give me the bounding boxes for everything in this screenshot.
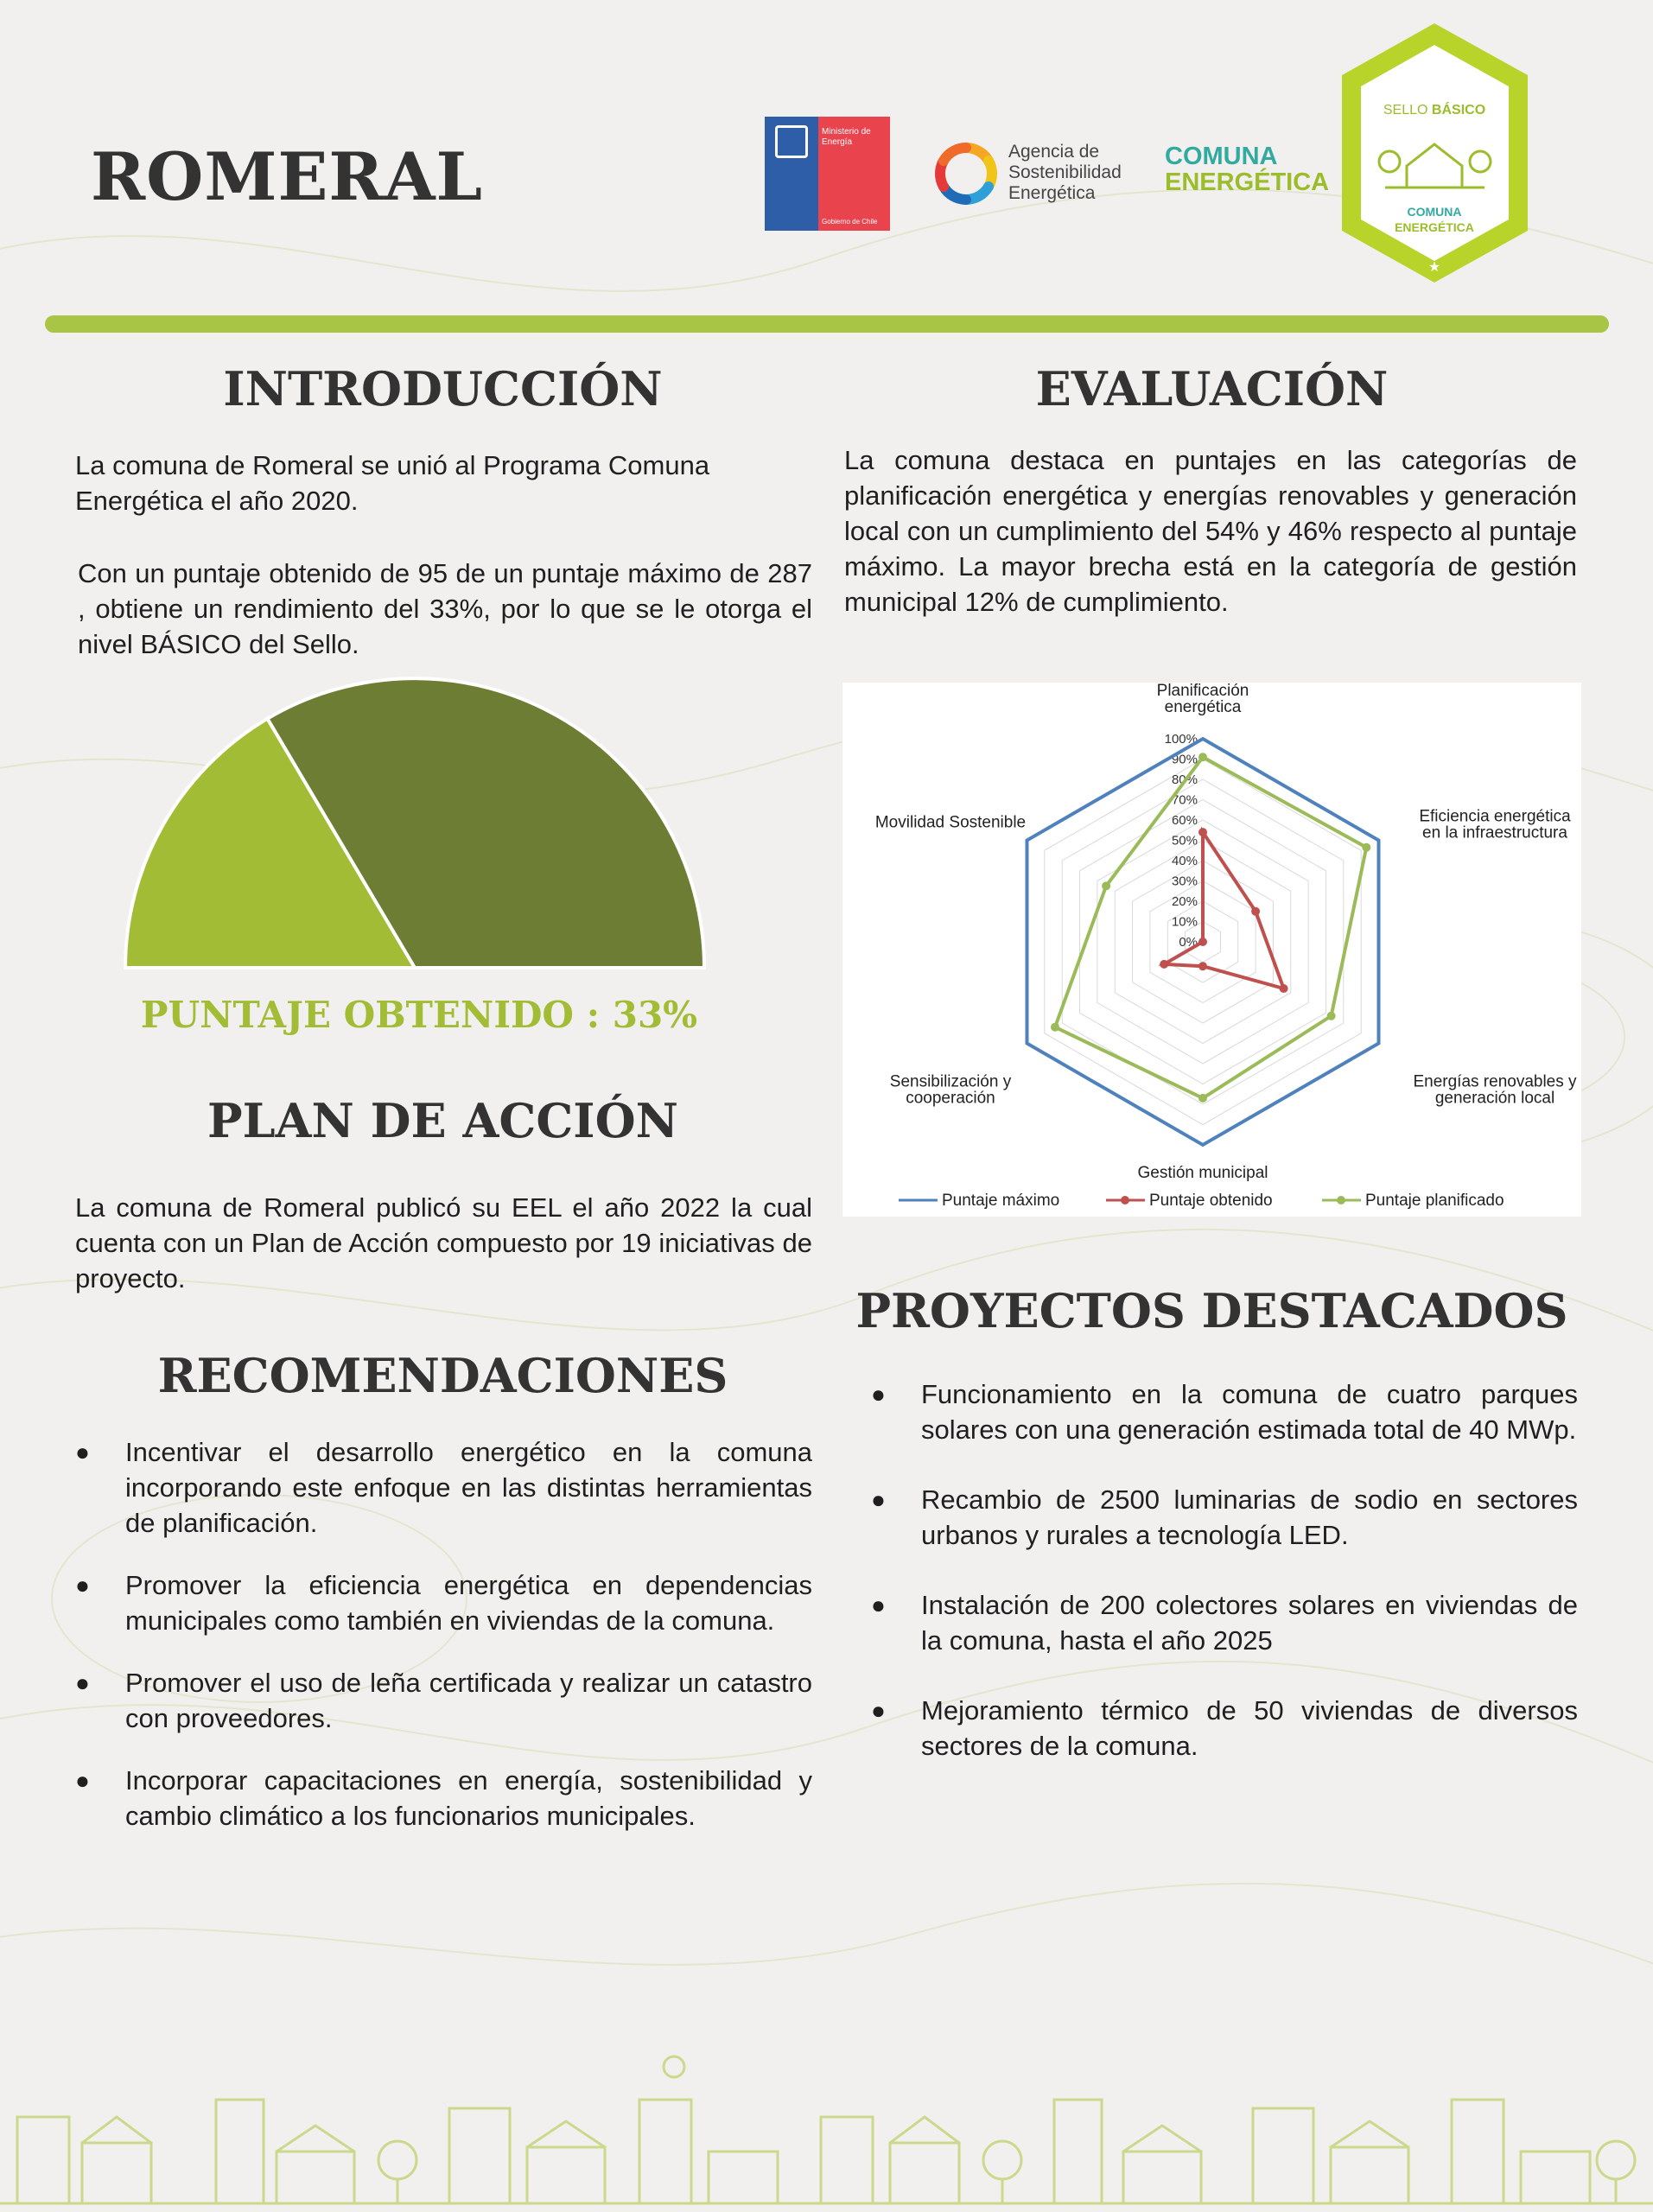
proyectos-heading: PROYECTOS DESTACADOS xyxy=(855,1283,1568,1338)
bullet-icon: ● xyxy=(871,1697,886,1724)
svg-text:SELLO BÁSICO xyxy=(1383,101,1485,118)
agencia-sostenibilidad-logo xyxy=(929,137,1136,214)
agencia-line1: Agencia de xyxy=(1008,142,1100,162)
list-item xyxy=(871,1482,1578,1553)
list-item-text: Incentivar el desarrollo energético en la comuna incorporando este enfoque en las distintas herramientas de planificación. xyxy=(125,1437,812,1538)
radar-data-point xyxy=(1051,1023,1059,1032)
radar-tick-label: 70% xyxy=(1171,792,1198,808)
page-title: ROMERAL xyxy=(91,138,483,215)
radar-tick-label: 20% xyxy=(1171,894,1198,909)
legend-label: Puntaje obtenido xyxy=(1149,1192,1273,1210)
radar-category-label: Sensibilización y xyxy=(889,1072,1012,1091)
recomendaciones-list xyxy=(75,1434,812,1860)
bullet-icon: ● xyxy=(75,1572,90,1599)
list-item xyxy=(75,1763,812,1834)
list-item-text: Recambio de 2500 luminarias de sodio en sectores urbanos y rurales a tecnología LED. xyxy=(921,1484,1578,1550)
badge-line2: ENERGÉTICA xyxy=(1395,220,1474,234)
radar-data-point xyxy=(1102,881,1110,890)
bullet-icon: ● xyxy=(871,1592,886,1618)
radar-category-label: en la infraestructura xyxy=(1422,823,1567,842)
radar-tick-label: 40% xyxy=(1171,854,1198,868)
bullet-icon: ● xyxy=(871,1381,886,1408)
bullet-icon: ● xyxy=(75,1439,90,1465)
agencia-line2: Sostenibilidad xyxy=(1008,162,1122,182)
ministerio-line2: Energía xyxy=(822,137,853,147)
radar-data-point xyxy=(1280,984,1288,993)
radar-chart xyxy=(842,683,1581,1217)
radar-category-label: Eficiencia energética xyxy=(1419,807,1571,826)
gobierno-label: Gobierno de Chile xyxy=(822,218,878,226)
radar-data-point xyxy=(1198,938,1207,946)
radar-data-point xyxy=(1327,1012,1336,1020)
legend-label: Puntaje planificado xyxy=(1365,1192,1504,1210)
radar-chart-panel xyxy=(842,683,1581,1217)
header-divider xyxy=(45,315,1609,333)
ministerio-logo-text xyxy=(822,127,871,148)
sello-basico-badge xyxy=(1338,19,1532,287)
list-item-text: Mejoramiento térmico de 50 viviendas de diversos sectores de la comuna. xyxy=(921,1695,1578,1761)
proyectos-list xyxy=(871,1376,1578,1798)
radar-category-label: generación local xyxy=(1434,1089,1555,1108)
list-item xyxy=(871,1693,1578,1764)
list-item-text: Instalación de 200 colectores solares en viviendas de la comuna, hasta el año 2025 xyxy=(921,1590,1578,1656)
badge-top-text: SELLO xyxy=(1383,103,1428,118)
evaluacion-paragraph: La comuna destaca en puntajes en las categorías de planificación energética y energías renovables y generación local con un cumplimiento del 54% y 46% respecto al puntaje máximo. La mayor brecha está en la categoría de gestión municipal 12% de cumplimiento. xyxy=(844,445,1577,617)
radar-category-label: Energías renovables y xyxy=(1413,1072,1577,1091)
plan-paragraph: La comuna de Romeral publicó su EEL el año 2022 la cual cuenta con un Plan de Acción compuesto por 19 iniciativas de proyecto. xyxy=(75,1192,812,1294)
logo-blue-panel xyxy=(765,117,818,231)
comuna-logo-line2: ENERGÉTICA xyxy=(1165,168,1330,196)
legend-label: Puntaje máximo xyxy=(942,1192,1060,1210)
radar-category-label: energética xyxy=(1164,698,1242,716)
badge-line1: COMUNA xyxy=(1407,205,1462,219)
badge-star-icon: ★ xyxy=(1427,260,1441,275)
recomendaciones-heading: RECOMENDACIONES xyxy=(157,1348,728,1403)
list-item xyxy=(871,1587,1578,1658)
bullet-icon: ● xyxy=(871,1486,886,1513)
radar-category-label: cooperación xyxy=(906,1089,995,1108)
plan-heading: PLAN DE ACCIÓN xyxy=(207,1093,678,1148)
list-item xyxy=(75,1434,812,1541)
radar-category-label: Gestión municipal xyxy=(1137,1164,1268,1182)
intro-paragraph-2: Con un puntaje obtenido de 95 de un puntaje máximo de 287 , obtiene un rendimiento del 33%, por lo que se le otorga el nivel BÁSICO del Sello. xyxy=(78,558,812,659)
radar-data-point xyxy=(1198,962,1207,970)
score-label: PUNTAJE OBTENIDO : 33% xyxy=(140,994,698,1036)
list-item-text: Promover el uso de leña certificada y realizar un catastro con proveedores. xyxy=(125,1668,812,1733)
bullet-icon: ● xyxy=(75,1669,90,1696)
radar-tick-label: 60% xyxy=(1171,813,1198,828)
radar-data-point xyxy=(1198,753,1207,761)
radar-category-label: Movilidad Sostenible xyxy=(874,813,1027,832)
radar-data-point xyxy=(1160,960,1168,969)
radar-data-point xyxy=(1362,843,1370,852)
ministerio-line1: Ministerio de xyxy=(822,127,871,137)
list-item xyxy=(871,1376,1578,1447)
badge-level-text: BÁSICO xyxy=(1431,103,1486,118)
evaluacion-heading: EVALUACIÓN xyxy=(1035,361,1389,416)
score-gauge-chart xyxy=(121,665,726,976)
footer-cityscape-illustration xyxy=(0,2048,1653,2212)
radar-tick-label: 0% xyxy=(1179,935,1198,950)
agencia-line3: Energética xyxy=(1008,183,1096,203)
bullet-icon: ● xyxy=(75,1767,90,1794)
list-item-text: Promover la eficiencia energética en dependencias municipales como también en viviendas de la comuna. xyxy=(125,1570,812,1636)
legend-marker xyxy=(1337,1196,1345,1205)
radar-tick-label: 10% xyxy=(1171,914,1198,930)
radar-tick-label: 30% xyxy=(1171,874,1198,889)
comuna-logo-line1: COMUNA xyxy=(1165,143,1278,170)
shield-icon xyxy=(775,125,808,158)
intro-paragraph-1: La comuna de Romeral se unió al Programa Comuna Energética el año 2020. xyxy=(75,450,710,516)
list-item-text: Funcionamiento en la comuna de cuatro parques solares con una generación estimada total de 40 MWp. xyxy=(921,1379,1578,1445)
radar-data-point xyxy=(1198,1094,1207,1103)
legend-marker xyxy=(1121,1196,1129,1205)
radar-tick-label: 50% xyxy=(1171,833,1198,849)
radar-data-point xyxy=(1251,907,1260,916)
radar-data-point xyxy=(1198,828,1207,836)
list-item xyxy=(75,1665,812,1736)
intro-heading: INTRODUCCIÓN xyxy=(223,361,663,416)
radar-category-label: Planificación xyxy=(1156,683,1249,700)
radar-tick-label: 100% xyxy=(1164,732,1198,747)
list-item xyxy=(75,1567,812,1638)
ministerio-energia-logo xyxy=(765,117,890,231)
radar-tick-label: 90% xyxy=(1171,752,1198,767)
agencia-pinwheel-icon xyxy=(929,137,1003,211)
agencia-logo-text xyxy=(1008,142,1122,204)
comuna-energetica-logo xyxy=(1165,143,1329,195)
radar-tick-label: 80% xyxy=(1171,772,1198,787)
list-item-text: Incorporar capacitaciones en energía, sostenibilidad y cambio climático a los funcionarios municipales. xyxy=(125,1765,812,1831)
